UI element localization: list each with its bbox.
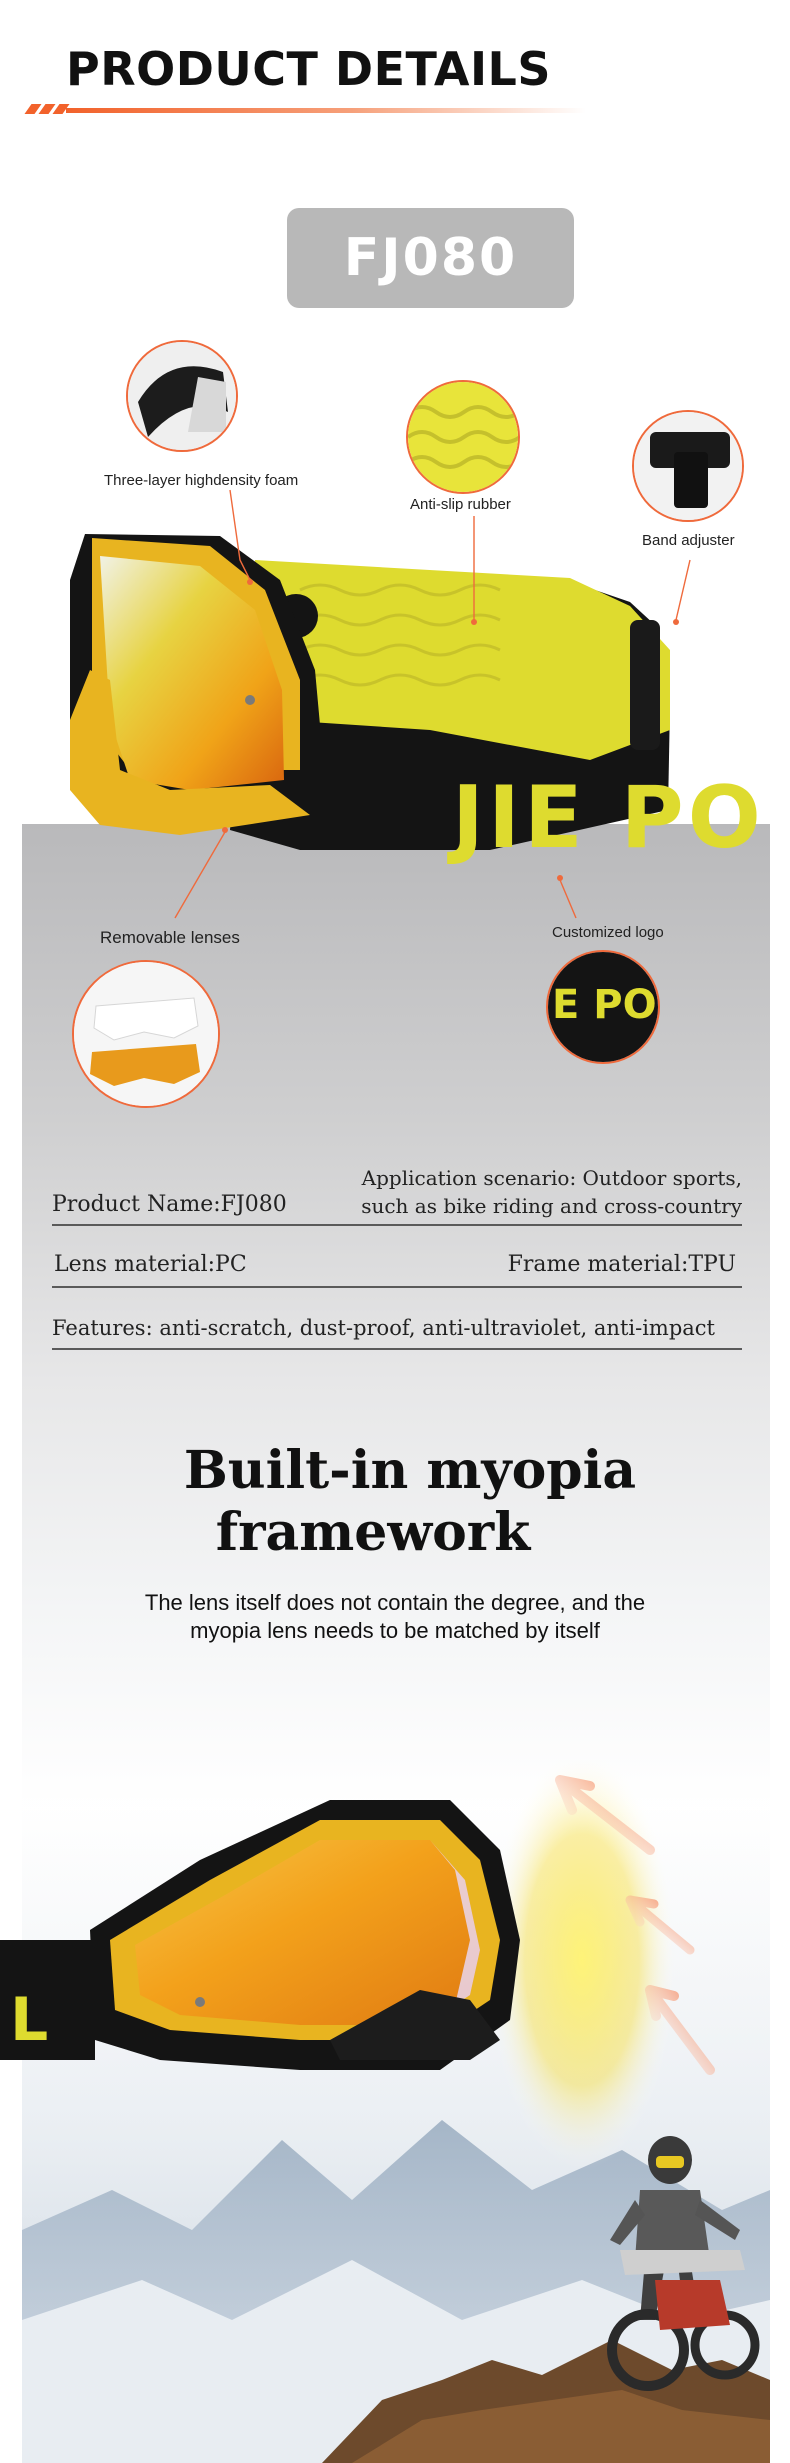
label-logo: Customized logo	[552, 924, 664, 941]
page-title: PRODUCT DETAILS	[66, 42, 551, 96]
spec-application-line2: such as bike riding and cross-country	[361, 1194, 742, 1218]
headline-line1: Built-in myopia	[183, 1440, 637, 1501]
spec-product-name: Product Name:FJ080	[52, 1192, 287, 1217]
spec-features: Features: anti-scratch, dust-proof, anti-ultraviolet, anti-impact	[52, 1316, 715, 1340]
model-badge: FJ080	[287, 208, 574, 308]
spec-divider-3	[52, 1348, 742, 1350]
spec-lens-material: Lens material:PC	[54, 1252, 247, 1277]
label-adjuster: Band adjuster	[642, 532, 735, 549]
headline-subtext-line2: myopia lens needs to be matched by itself	[190, 1618, 600, 1643]
goggle-closeup-illustration	[0, 1740, 790, 2170]
spec-divider-2	[52, 1286, 742, 1288]
label-foam: Three-layer highdensity foam	[104, 472, 299, 489]
headline-subtext-line1: The lens itself does not contain the degree, and the	[144, 1590, 646, 1615]
svg-text:L: L	[10, 1985, 49, 2055]
spec-application-line1: Application scenario: Outdoor sports,	[361, 1166, 742, 1190]
headline-line2: framework	[215, 1502, 531, 1563]
label-lenses: Removable lenses	[100, 928, 240, 947]
motocross-rider-illustration	[600, 2130, 770, 2410]
logo-detail-text: E PO	[552, 982, 657, 1028]
spec-divider-1	[52, 1224, 742, 1226]
strap-print: JIE PO	[452, 768, 765, 868]
label-rubber: Anti-slip rubber	[410, 496, 511, 513]
spec-frame-material: Frame material:TPU	[507, 1252, 736, 1277]
